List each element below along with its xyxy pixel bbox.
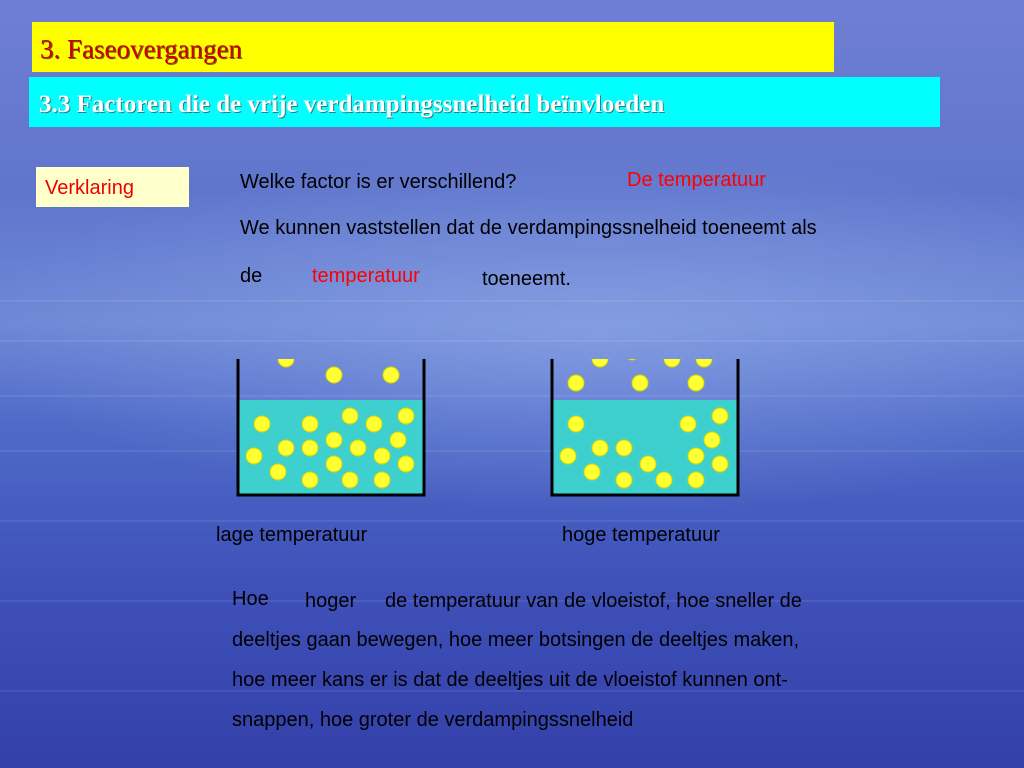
caption-high-temperature: hoge temperatuur xyxy=(562,524,720,546)
statement-suffix: toeneemt. xyxy=(482,268,571,290)
conclusion-line4: snappen, hoe groter de verdampingssnelheid xyxy=(232,709,634,731)
conclusion-line3: hoe meer kans er is dat de deeltjes uit de vloeistof kunnen ont- xyxy=(232,669,788,691)
conclusion-line2: deeltjes gaan bewegen, hoe meer botsingen de deeltjes maken, xyxy=(232,629,800,651)
question-answer: De temperatuur xyxy=(627,169,766,191)
slide-subtitle: 3.3 Factoren die de vrije verdampingssnelheid beïnvloeden xyxy=(29,77,940,127)
statement-prefix: de xyxy=(240,265,263,287)
beaker-high-temperature xyxy=(550,359,740,497)
slide-title: 3. Faseovergangen xyxy=(32,22,834,72)
statement-highlight: temperatuur xyxy=(312,265,420,287)
conclusion-hoe: Hoe xyxy=(232,588,269,610)
conclusion-line1: de temperatuur van de vloeistof, hoe sneller de xyxy=(385,590,802,612)
question-text: Welke factor is er verschillend? xyxy=(240,171,517,193)
verklaring-label: Verklaring xyxy=(36,167,189,207)
caption-low-temperature: lage temperatuur xyxy=(216,524,368,546)
conclusion-highlight: hoger xyxy=(305,590,357,612)
statement-line1: We kunnen vaststellen dat de verdampingssnelheid toeneemt als xyxy=(240,217,817,239)
beaker-low-temperature xyxy=(236,359,426,497)
